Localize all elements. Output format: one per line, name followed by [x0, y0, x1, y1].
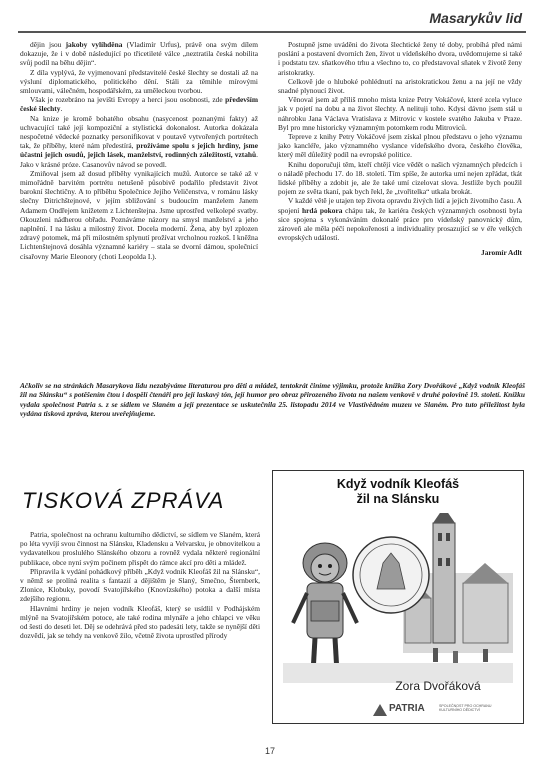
- publisher-name: PATRIA: [389, 703, 425, 714]
- book-cover: [272, 470, 524, 724]
- book-cover-title-line: Když vodník Kleofáš: [336, 477, 460, 491]
- intro-note: Ačkoliv se na stránkách Masarykova lidu nezabýváme literaturou pro děti a mládež, tentokrát činíme výjimku, protože knížka Zory Dvořákové „Když vodník Kleofáš žil na Slánsku“ s potěšením čtou i dospělí čtenáři pro její laskavý tón, její humor pro obraz přirozeného života na našem venkově v druhé polovině 19. století. Knížku vydala společnost Patria s. z se sídlem ve Slaném a její prezentace se uskutečnila 25. listopadu 2014 ve Vlastivědném muzeu ve Slaném. Pro tuto příležitost byla vydána tisková zpráva, kterou uveřejňujeme.: [20, 381, 525, 418]
- article-paragraph: dějin jsou jakoby vylíhděna (Vladimír Urfus), právě ona svým dílem dokazuje, že i v době následující po třicetileté válce „neztratila česká nobilita svůj podíl na běhu dějin“.: [20, 40, 259, 68]
- press-release-paragraph: Připravila k vydání pohádkový příběh „Když vodník Kleofáš žil na Slánsku“, v němž se prolíná realita s fantazií a dějištěm je Slaný, Smečno, Šternberk, Zlonice, Klobuky, povodí Svatojiřského (Knovízského) potoka a další místa zdejšího regionu.: [20, 566, 260, 604]
- article-paragraph: Na knize je kromě bohatého obsahu (nasycenost poznanými fakty) až uchvacující také její kompoziční a stylistická dokonalost. Autorka dokázala nespočetné vědecké poznatky personifikovat v poutavě vytvořených portrétech tak, že příběhy, které nám předestírá, prožíváme spolu s jejich hrdiny, jsme účastni jejich osudů, jejich lásek, manželství, rodinných záležitostí, vztahů. Jako v krásné próze. Casanovův návod se povedl.: [20, 113, 258, 169]
- article-paragraph: V každé větě je utajen tep života opravdu živých lidí a jejich životního času. A spojení hrdá pokora chápu tak, že kariéra českých významných osobnosti byla sice spojena s vykonáváním dokonalé práce pro vídeňský panovnický dům, zároveň ale měla péčí nepokořenosti a individuality prosazující se v éře velkých evropských událostí.: [278, 196, 522, 243]
- page-number: 17: [264, 746, 275, 756]
- article-author: Jaromír Adlt: [481, 248, 522, 258]
- article-right-column: [278, 40, 522, 258]
- press-release-paragraph: Hlavními hrdiny je nejen vodník Kleofáš, který se usídlil v Podhájském mlýně na Svatojiřském potoce, ale také rodina mlynáře a jeho chlapci ve věku od šesti do deseti let. Děj se odehrává před sto padesáti lety, takže se nynější děti dozvědí, jak se tehdy na venkově žilo, včetně života uprostřed přírody: [20, 603, 260, 641]
- press-release-text: [20, 530, 260, 640]
- publisher-logo: [373, 703, 513, 717]
- publisher-subtitle: SPOLEČNOST PRO OCHRANU KULTURNÍHO DĚDICTVÍ: [439, 704, 492, 713]
- press-release-paragraph: Patria, společnost na ochranu kulturního dědictví, se sídlem ve Slaném, která po léta vyvíjí svou činnost na Slánsku, Kladensku a Velvarsku, je obnovitelkou a vydavatelkou proslulého Slánského obzoru a rovněž vydala některé regionální publikace, obce nyní svým počinem přispět do rámce akcí pro děti a mládež.: [20, 530, 260, 567]
- article-paragraph: Však je rozebráno na jevišti Evropy a herci jsou osobnosti, zde především české šlechty.: [20, 95, 258, 114]
- article-paragraph: Knihu doporučuji těm, kteří chtějí více vědět o našich významných předcích i o náladě přechodu 17. do 18. století. Tím spíše, že autorka umí nejen zpřádat, tkát lidské příběhy a zdobit je, ale že také umí cizelovat slova. Jestliže bych použil pojem ze světa tkaní, pak bych řekl, že „tvořitelka“ utkala brokát.: [278, 159, 522, 197]
- book-cover-title-line: žil na Slánsku: [356, 492, 440, 506]
- page-header: [18, 8, 526, 30]
- book-cover-title: [273, 477, 523, 507]
- header-rule: [18, 31, 526, 33]
- article-paragraph: Tepreve z knihy Petry Vokáčové jsem získal plnou představu o jeho významu jako kancléře, jako významného vyslance vídeňského dvora, českého člověka, který měl důležitý podíl na evropské politice.: [278, 132, 522, 160]
- publisher-logo-icon: [373, 704, 387, 716]
- book-cover-illustration: [283, 513, 513, 683]
- article-paragraph: Věnoval jsem až příliš mnoho místa knize Petry Vokáčové, které zcela vyluce jak v pojetí na dobu a na život šlechty. A nelituji toho. Kdysi dávno jsem stál u náhrobku Jana Václava Vratislava z Mitrovic v kostele svatého Jakuba v Praze. Byl pro mne historicky významným potomkem rodu Mitroviců.: [278, 95, 522, 132]
- magazine-title: Masarykův lid: [429, 10, 522, 26]
- article-left-column: [20, 40, 258, 261]
- article-paragraph: Celkově jde o hluboké pohlédnutí na aristokratickou ženu a na její ne vždy snadné plynoucí život.: [278, 76, 522, 96]
- book-cover-author: Zora Dvořáková: [395, 679, 481, 693]
- article-paragraph: Z díla vyplývá, že vyjmenovaní představitelé české šlechty se dostali až na výsluní diplomatického, politického dění. Stáli za těmihle mírovými smlouvami, válečném, hospodářském, za uměleckou tvorbou.: [20, 67, 258, 96]
- press-release-title: TISKOVÁ ZPRÁVA: [22, 488, 225, 513]
- article-paragraph: Postupně jsme uváděni do života šlechtické ženy té doby, probíhá před námi poslání a postavení dvorních žen, život u vídeňského dvora, uvědomujeme si také i podstatu tzv. sňatkového trhu a všechno to, co představoval sňatek v životě ženy aristokratky.: [278, 40, 522, 77]
- article-paragraph: Zmiňoval jsem až dosud příběhy vynikajících mužů. Autorce se také až v mimořádně barvitém portrétu netušeně působivě podařilo představit život barokní šlechtičny. A to příběhu Společnice Jejího Veličenstva, v románu lásky slečny Ditrichštejnové, v jejím sbližování s budoucím manželem Janem Adamem Ondřejem knížetem z Lichtenštejna. Jsme uprostřed velkolepé svatby. Okouzleni nádherou obřadu. Poznáváme názory na smysl manželství a jeho naplnění. I na lásku a milostný život. Docela moderní. Žena, aby byl zplozen zdravý potomek, má při milostném splynutí prožívat vrcholnou rozkoš. I kněžna Lichtenštejnová dosáhla významné kariéry – stala se dvorní dámou, společnicí císařovny Marie Eleonory (choti Leopolda I.).: [20, 168, 258, 261]
